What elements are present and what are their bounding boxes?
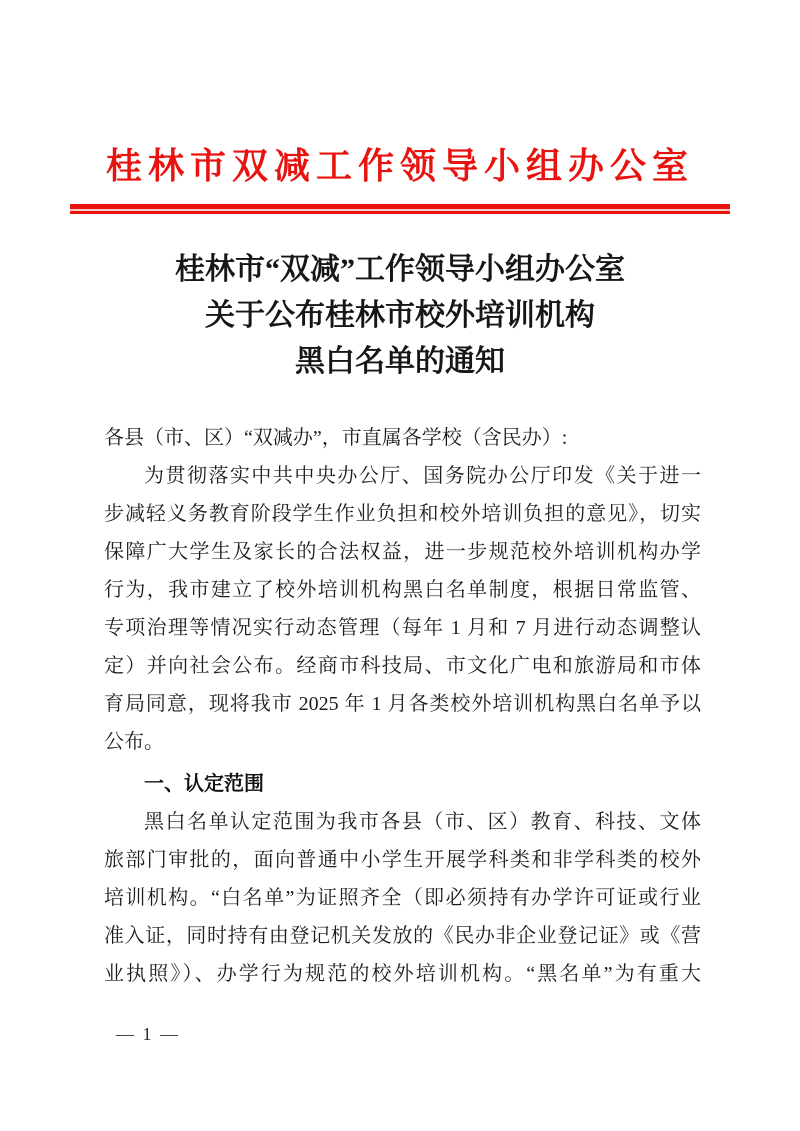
body-line: 准入证，同时持有由登记机关发放的《民办非企业登记证》或《营 xyxy=(104,925,701,947)
document-title-line-1: 桂林市“双减”工作领导小组办公室 xyxy=(175,253,625,286)
body-line: 育局同意，现将我市 2025 年 1 月各类校外培训机构黑白名单予以 xyxy=(104,693,701,715)
document-title xyxy=(0,247,800,385)
document-title-line-3: 黑白名单的通知 xyxy=(295,345,505,378)
body-line: 为贯彻落实中共中央办公厅、国务院办公厅印发《关于进一 xyxy=(144,465,701,487)
body-line: 培训机构。“白名单”为证照齐全（即必须持有办学许可证或行业 xyxy=(104,887,701,909)
page-number: — 1 — xyxy=(116,1024,180,1044)
body-line: 旅部门审批的，面向普通中小学生开展学科类和非学科类的校外 xyxy=(104,849,701,871)
document-title-line-2: 关于公布桂林市校外培训机构 xyxy=(205,299,595,332)
body-line: 业执照》）、办学行为规范的校外培训机构。“黑名单”为有重大 xyxy=(104,963,701,985)
letterhead-divider xyxy=(70,204,730,214)
body-line: 行为，我市建立了校外培训机构黑白名单制度，根据日常监管、 xyxy=(104,579,701,601)
body-line: 专项治理等情况实行动态管理（每年 1 月和 7 月进行动态调整认 xyxy=(104,617,701,639)
body-line: 公布。 xyxy=(104,731,164,753)
body-line: 保障广大学生及家长的合法权益，进一步规范校外培训机构办学 xyxy=(104,541,701,563)
letterhead-org-name: 桂林市双减工作领导小组办公室 xyxy=(105,146,694,186)
document-body xyxy=(104,419,701,993)
section-heading: 一、认定范围 xyxy=(144,773,264,795)
salutation-line: 各县（市、区）“双减办”，市直属各学校（含民办）: xyxy=(104,427,568,449)
body-line: 步减轻义务教育阶段学生作业负担和校外培训负担的意见》，切实 xyxy=(104,503,701,525)
body-line: 定）并向社会公布。经商市科技局、市文化广电和旅游局和市体 xyxy=(104,655,701,677)
body-line: 黑白名单认定范围为我市各县（市、区）教育、科技、文体 xyxy=(144,811,701,833)
divider-bar-bottom xyxy=(70,211,730,214)
